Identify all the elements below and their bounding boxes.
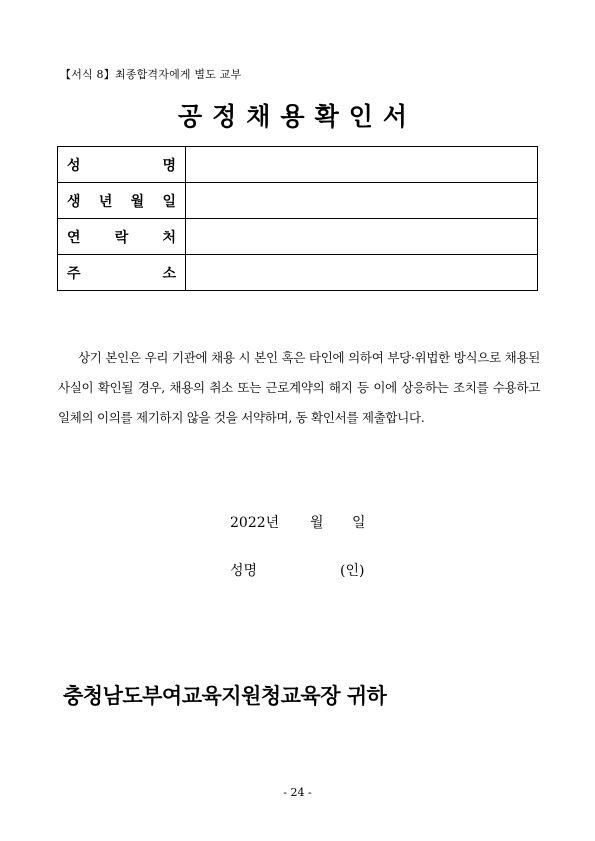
date-month: 월 [310,515,324,531]
label-char: 소 [162,265,176,282]
seal-mark: (인) [340,563,365,579]
label-char: 처 [162,229,176,246]
table-row [58,255,538,291]
label-char: 성 [67,157,81,174]
label-char: 주 [67,265,81,282]
form-number-label: 【서식 8】최종합격자에게 별도 교부 [60,68,242,81]
address-label-cell [58,255,186,291]
table-row [58,183,538,219]
birthdate-label-cell [58,183,186,219]
label-char: 생 [67,193,81,210]
name-label [67,155,176,175]
signature-label: 성명 [230,563,258,579]
document-title: 공정채용확인서 [177,102,418,131]
label-char: 명 [162,157,176,174]
address-label [67,263,176,283]
birthdate-field[interactable] [186,183,538,219]
contact-field[interactable] [186,219,538,255]
birthdate-label [67,191,176,211]
table-row [58,219,538,255]
contact-label [67,227,176,247]
label-char: 년 [98,193,113,210]
pledge-paragraph: 상기 본인은 우리 기관에 채용 시 본인 혹은 타인에 의하여 부당·위법한 방식으로 채용된 사실이 확인될 경우, 채용의 취소 또는 근로계약의 해지 등 이에 상응하는 조치를 수용하고 일체의 이의를 제기하지 않을 것을 서약하며, 동 확인서를 제출합니다. [58,349,540,425]
applicant-info-table [57,146,538,291]
label-char: 월 [130,193,145,210]
address-field[interactable] [186,255,538,291]
addressee: 충청남도부여교육지원청교육장 귀하 [63,684,387,708]
name-field[interactable] [186,147,538,183]
page-number: - 24 - [283,786,312,799]
contact-label-cell [58,219,186,255]
date-year: 2022년 [230,515,280,531]
label-char: 연 [67,229,81,246]
label-char: 일 [162,193,176,210]
table-row [58,147,538,183]
label-char: 락 [114,229,129,246]
date-day: 일 [352,515,366,531]
name-label-cell [58,147,186,183]
